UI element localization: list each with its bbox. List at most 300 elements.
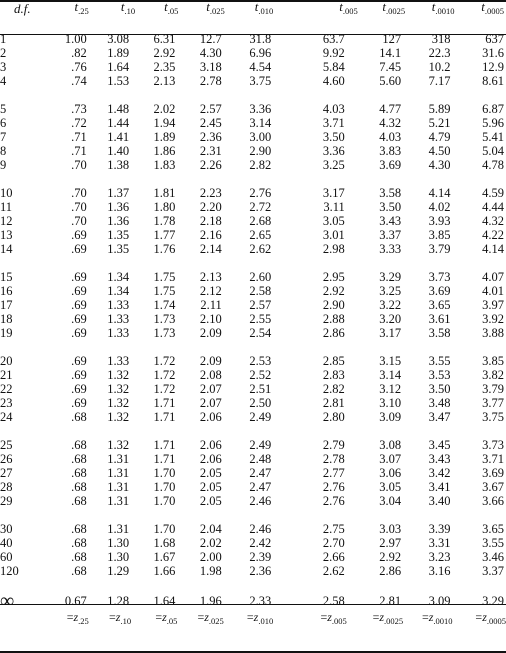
value-cell: 2.57 [199,102,222,116]
value-cell: 2.62 [249,242,272,256]
value-cell: 1.37 [107,186,130,200]
table-row [0,396,506,410]
value-cell: 3.58 [379,186,402,200]
value-cell: 1.33 [107,298,130,312]
z-label-cell: $=z_{.0025}$ [372,610,404,626]
table-row [0,144,506,158]
table-row [0,466,506,480]
value-cell: 2.00 [199,550,222,564]
value-cell: 4.32 [379,116,402,130]
df-cell: 23 [0,396,13,410]
value-cell: 1.83 [153,158,176,172]
value-cell: 3.77 [482,396,504,410]
value-cell: 2.46 [249,494,272,508]
value-cell: 3.97 [482,298,504,312]
value-cell: 2.36 [249,564,272,578]
value-cell: 1.73 [153,326,176,340]
value-cell: 2.06 [199,410,222,424]
value-cell: 3.71 [482,452,504,466]
value-cell: 2.70 [322,536,345,550]
table-row [0,60,506,74]
value-cell: 63.7 [322,32,345,46]
value-cell: 4.22 [482,228,504,242]
value-cell: 5.96 [482,116,504,130]
value-cell: .72 [71,116,87,130]
value-cell: 3.65 [482,522,504,536]
value-cell: 318 [431,32,451,46]
value-cell: 12.7 [199,32,222,46]
value-cell: 1.70 [153,466,176,480]
table-row [0,438,506,452]
value-cell: 3.05 [322,214,345,228]
value-cell: 3.10 [379,396,402,410]
value-cell: 3.07 [379,452,402,466]
table-row [0,410,506,424]
value-cell: 5.41 [482,130,504,144]
df-cell: 19 [0,326,13,340]
value-cell: 4.32 [482,214,504,228]
table-row [0,298,506,312]
table-row [0,270,506,284]
value-cell: 4.54 [249,60,272,74]
table-row [0,214,506,228]
value-cell: 2.60 [249,270,272,284]
value-cell: 2.47 [249,480,272,494]
df-cell: 20 [0,354,13,368]
df-cell: 22 [0,382,13,396]
df-cell: 11 [0,200,13,214]
value-cell: 2.98 [322,242,345,256]
infinity-value-cell: 3.09 [428,594,451,608]
value-cell: 3.05 [379,480,402,494]
table-row [0,564,506,578]
value-cell: 2.97 [379,536,402,550]
table-row [0,480,506,494]
table-row [0,228,506,242]
value-cell: 2.02 [153,102,176,116]
value-cell: 1.31 [107,522,130,536]
column-header: $t_{.10}$ [120,0,136,16]
df-cell: 13 [0,228,13,242]
z-label-cell: $=z_{.25}$ [66,610,89,626]
value-cell: .68 [71,480,87,494]
value-cell: 2.53 [249,354,272,368]
value-cell: .69 [71,270,87,284]
value-cell: 4.59 [482,186,504,200]
value-cell: 2.57 [249,298,272,312]
df-cell: 26 [0,452,13,466]
value-cell: .69 [71,326,87,340]
value-cell: 2.54 [249,326,272,340]
df-cell: 1 [0,32,7,46]
value-cell: 6.31 [153,32,176,46]
value-cell: 2.05 [199,480,222,494]
df-cell: 30 [0,522,13,536]
value-cell: 9.92 [322,46,345,60]
value-cell: 2.51 [249,382,272,396]
value-cell: 1.32 [107,438,130,452]
value-cell: 1.81 [153,186,176,200]
value-cell: 3.61 [428,312,451,326]
value-cell: 2.04 [199,522,222,536]
value-cell: 2.92 [322,284,345,298]
value-cell: 3.01 [322,228,345,242]
df-cell: 2 [0,46,7,60]
value-cell: 2.20 [199,200,222,214]
value-cell: .82 [71,46,87,60]
value-cell: 3.88 [482,326,504,340]
value-cell: 3.50 [428,382,451,396]
column-header: $t_{.25}$ [74,0,89,16]
value-cell: 3.48 [428,396,451,410]
df-cell: 18 [0,312,13,326]
value-cell: .69 [71,312,87,326]
value-cell: 4.03 [322,102,345,116]
table-row [0,32,506,46]
value-cell: 2.62 [322,564,345,578]
value-cell: 3.69 [482,466,504,480]
value-cell: 3.55 [482,536,504,550]
value-cell: 3.92 [482,312,504,326]
value-cell: 1.30 [107,536,130,550]
infinity-value-cell: 1.96 [199,594,222,608]
table-row [0,200,506,214]
value-cell: 3.73 [482,438,504,452]
value-cell: 2.86 [322,326,345,340]
value-cell: 2.06 [199,438,222,452]
value-cell: 2.77 [322,466,345,480]
value-cell: 2.09 [199,354,222,368]
df-header: d.f. [14,1,31,16]
value-cell: 3.20 [379,312,402,326]
value-cell: 3.65 [428,298,451,312]
value-cell: 3.41 [428,480,451,494]
value-cell: 2.78 [322,452,345,466]
value-cell: 1.94 [153,116,176,130]
value-cell: 1.34 [107,270,130,284]
value-cell: 3.43 [428,452,451,466]
value-cell: 1.72 [153,354,176,368]
infinity-value-cell: 1.64 [153,594,176,608]
value-cell: 2.72 [249,200,272,214]
df-cell: 5 [0,102,7,116]
value-cell: 2.82 [322,382,345,396]
table-row [0,116,506,130]
value-cell: .69 [71,354,87,368]
value-cell: 1.35 [107,228,130,242]
value-cell: 3.14 [249,116,272,130]
table-row [0,522,506,536]
value-cell: 1.40 [107,144,130,158]
df-cell: 8 [0,144,7,158]
df-cell: 60 [0,550,13,564]
value-cell: 3.36 [322,144,345,158]
value-cell: 2.26 [199,158,222,172]
value-cell: 1.35 [107,242,130,256]
value-cell: 1.32 [107,396,130,410]
value-cell: 1.53 [107,74,130,88]
infinity-row [0,592,506,610]
value-cell: 1.31 [107,480,130,494]
value-cell: 3.17 [322,186,345,200]
column-header: $t_{.010}$ [254,0,274,16]
value-cell: 1.72 [153,368,176,382]
value-cell: 3.83 [379,144,402,158]
value-cell: 127 [382,32,402,46]
value-cell: .68 [71,494,87,508]
df-cell: 17 [0,298,13,312]
df-cell: 28 [0,480,13,494]
value-cell: 2.90 [322,298,345,312]
value-cell: 2.88 [322,312,345,326]
value-cell: 8.61 [482,74,504,88]
value-cell: 1.70 [153,480,176,494]
table-row [0,368,506,382]
value-cell: 2.49 [249,410,272,424]
value-cell: 3.71 [322,116,345,130]
value-cell: 7.45 [379,60,402,74]
value-cell: 1.31 [107,452,130,466]
value-cell: 1.89 [107,46,130,60]
value-cell: 1.78 [153,214,176,228]
value-cell: .70 [71,214,87,228]
value-cell: 2.12 [199,284,222,298]
value-cell: 2.39 [249,550,272,564]
value-cell: 2.79 [322,438,345,452]
value-cell: 2.68 [249,214,272,228]
value-cell: 1.70 [153,494,176,508]
value-cell: 3.25 [379,284,402,298]
value-cell: 1.44 [107,116,130,130]
table-row [0,452,506,466]
column-header: $t_{.0005}$ [481,0,504,16]
value-cell: 2.92 [379,550,402,564]
value-cell: 5.04 [482,144,504,158]
value-cell: 10.2 [428,60,451,74]
infinity-value-cell: 1.28 [107,594,130,608]
value-cell: 4.14 [482,242,504,256]
value-cell: 3.55 [428,354,451,368]
value-cell: .69 [71,242,87,256]
value-cell: 1.77 [153,228,176,242]
value-cell: 3.75 [249,74,272,88]
value-cell: 1.72 [153,382,176,396]
value-cell: 4.50 [428,144,451,158]
value-cell: 3.43 [379,214,402,228]
value-cell: 3.82 [482,368,504,382]
value-cell: 1.30 [107,550,130,564]
value-cell: 3.85 [428,228,451,242]
value-cell: 3.69 [379,158,402,172]
value-cell: 2.23 [199,186,222,200]
value-cell: .68 [71,522,87,536]
z-label-cell: $=z_{.0010}$ [421,610,453,626]
column-header: $t_{.005}$ [339,0,358,16]
value-cell: 3.67 [482,480,504,494]
value-cell: 3.11 [323,200,345,214]
value-cell: 2.47 [249,466,272,480]
infinity-value-cell: 2.33 [249,594,272,608]
value-cell: 2.83 [322,368,345,382]
table-row [0,354,506,368]
value-cell: 3.04 [379,494,402,508]
value-cell: 2.06 [199,452,222,466]
infinity-value-cell: 2.58 [322,594,345,608]
value-cell: .70 [71,186,87,200]
value-cell: 12.9 [482,60,504,74]
value-cell: 2.13 [153,74,176,88]
value-cell: 3.45 [428,438,451,452]
value-cell: 3.08 [107,32,130,46]
value-cell: 1.80 [153,200,176,214]
value-cell: .69 [71,382,87,396]
column-header: $t_{.025}$ [206,0,225,16]
value-cell: 1.41 [107,130,130,144]
value-cell: .69 [71,228,87,242]
value-cell: 3.03 [379,522,402,536]
value-cell: 3.37 [379,228,402,242]
value-cell: 1.71 [153,396,176,410]
value-cell: 1.33 [107,354,130,368]
table-row [0,312,506,326]
value-cell: 3.36 [249,102,272,116]
value-cell: 3.50 [322,130,345,144]
value-cell: 4.30 [199,46,222,60]
z-label-cell: $=z_{.010}$ [246,610,274,626]
value-cell: 4.30 [428,158,451,172]
value-cell: 3.33 [379,242,402,256]
table-row [0,326,506,340]
table-row [0,550,506,564]
value-cell: .69 [71,396,87,410]
value-cell: 2.07 [199,396,222,410]
value-cell: 1.74 [153,298,176,312]
value-cell: 3.00 [249,130,272,144]
value-cell: 2.81 [322,396,345,410]
table-row [0,74,506,88]
value-cell: 1.34 [107,284,130,298]
value-cell: 3.12 [379,382,402,396]
value-cell: 3.85 [482,354,504,368]
value-cell: 637 [485,32,504,46]
value-cell: 2.35 [153,60,176,74]
value-cell: 2.02 [199,536,222,550]
value-cell: 2.36 [199,130,222,144]
value-cell: 2.50 [249,396,272,410]
value-cell: 3.69 [428,284,451,298]
value-cell: 14.1 [379,46,402,60]
value-cell: 1.71 [153,438,176,452]
value-cell: 3.93 [428,214,451,228]
value-cell: 3.23 [428,550,451,564]
value-cell: 2.92 [153,46,176,60]
value-cell: .68 [71,410,87,424]
value-cell: .68 [71,564,87,578]
value-cell: 4.60 [322,74,345,88]
column-header: $t_{.0010}$ [431,0,455,16]
value-cell: 2.75 [322,522,345,536]
value-cell: 1.71 [153,452,176,466]
value-cell: 6.87 [482,102,504,116]
column-header: $t_{.05}$ [164,0,179,16]
value-cell: 3.29 [379,270,402,284]
df-cell: 16 [0,284,13,298]
df-cell: 3 [0,60,7,74]
infinity-symbol: ∞ [0,590,15,612]
table-row [0,242,506,256]
value-cell: 2.46 [249,522,272,536]
table-row [0,382,506,396]
value-cell: 3.16 [428,564,451,578]
value-cell: 1.71 [153,410,176,424]
z-equivalence-row [0,610,506,628]
value-cell: 1.76 [153,242,176,256]
value-cell: 1.68 [153,536,176,550]
value-cell: 3.79 [482,382,504,396]
value-cell: 1.38 [107,158,130,172]
value-cell: 2.76 [322,494,345,508]
value-cell: 2.13 [199,270,222,284]
value-cell: 2.58 [249,284,272,298]
value-cell: 2.90 [249,144,272,158]
value-cell: 3.53 [428,368,451,382]
value-cell: 2.66 [322,550,345,564]
value-cell: 1.32 [107,368,130,382]
value-cell: 5.89 [428,102,451,116]
table-row [0,130,506,144]
value-cell: 3.06 [379,466,402,480]
value-cell: .71 [71,144,87,158]
value-cell: .68 [71,466,87,480]
value-cell: 4.79 [428,130,451,144]
value-cell: 1.70 [153,522,176,536]
value-cell: 1.36 [107,200,130,214]
value-cell: 2.31 [199,144,222,158]
value-cell: 4.44 [482,200,504,214]
value-cell: 1.67 [153,550,176,564]
value-cell: 2.08 [199,368,222,382]
table-row [0,102,506,116]
value-cell: 2.16 [199,228,222,242]
value-cell: 2.09 [199,326,222,340]
df-cell: 27 [0,466,13,480]
value-cell: 2.05 [199,466,222,480]
value-cell: 1.98 [199,564,222,578]
value-cell: 2.95 [322,270,345,284]
value-cell: 3.37 [482,564,504,578]
value-cell: 2.45 [199,116,222,130]
value-cell: 1.32 [107,382,130,396]
value-cell: 4.03 [379,130,402,144]
value-cell: 1.89 [153,130,176,144]
value-cell: 3.08 [379,438,402,452]
z-label-cell: $=z_{.005}$ [320,610,347,626]
value-cell: 22.3 [428,46,451,60]
df-cell: 7 [0,130,7,144]
value-cell: 4.01 [482,284,504,298]
value-cell: 31.6 [482,46,504,60]
value-cell: .74 [71,74,87,88]
table-row [0,494,506,508]
value-cell: 5.21 [428,116,451,130]
value-cell: 1.33 [107,326,130,340]
value-cell: .69 [71,298,87,312]
value-cell: 1.86 [153,144,176,158]
value-cell: .73 [71,102,87,116]
value-cell: 2.76 [249,186,272,200]
value-cell: 1.75 [153,284,176,298]
infinity-value-cell: 3.29 [482,594,504,608]
